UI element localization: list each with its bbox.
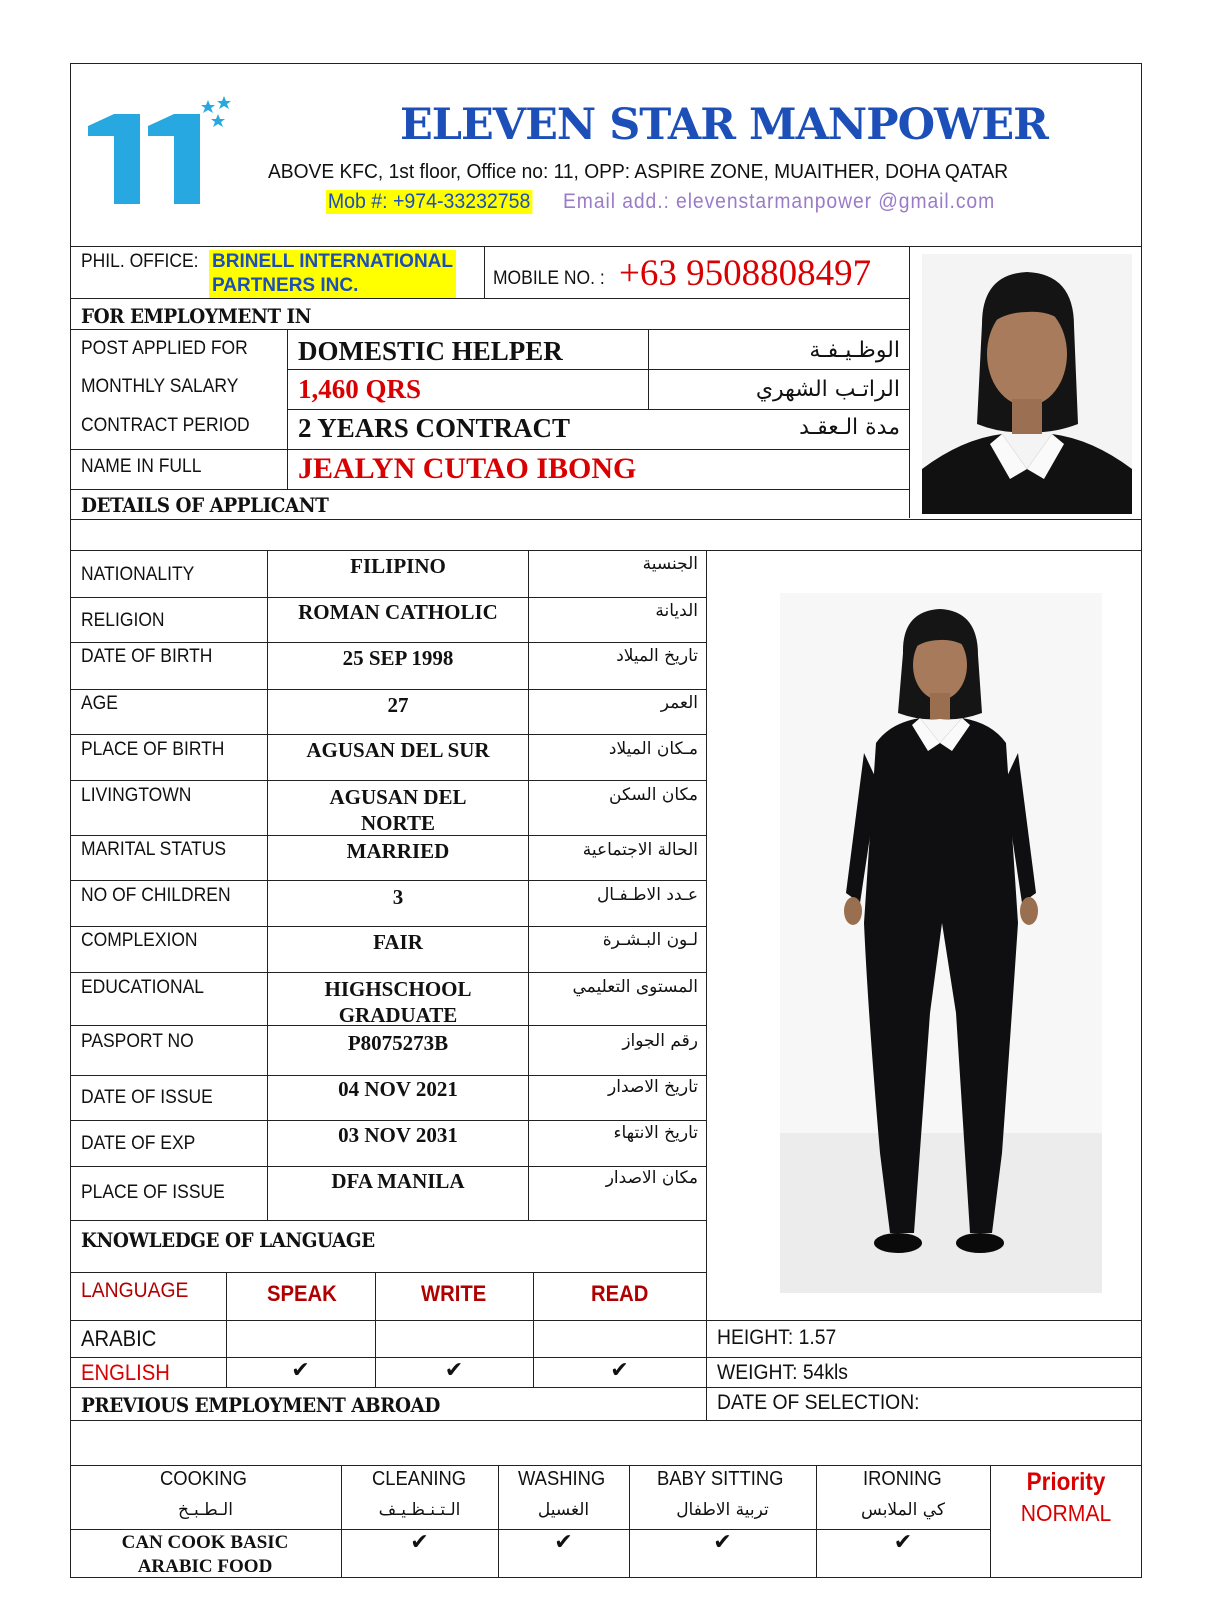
contract-period-arabic: مدة الـعقـد: [799, 415, 900, 440]
english-language-label: ENGLISH: [81, 1360, 170, 1385]
full-body-icon: [780, 593, 1102, 1293]
no-of-children-label: NO OF CHILDREN: [81, 885, 231, 906]
place-of-issue-arabic: مكان الاصدار: [605, 1168, 698, 1188]
applicant-full-body-photo: [780, 593, 1102, 1293]
livingtown-arabic: مكان السكن: [609, 785, 698, 805]
place-of-issue-value: DFA MANILA: [331, 1169, 465, 1193]
read-header: READ: [591, 1281, 649, 1306]
nationality-value: FILIPINO: [350, 554, 446, 578]
educational-value: HIGHSCHOOL GRADUATE: [324, 977, 472, 1027]
educational-label: EDUCATIONAL: [81, 977, 205, 998]
date-of-issue-value: 04 NOV 2021: [338, 1077, 458, 1101]
place-of-birth-label: PLACE OF BIRTH: [81, 739, 225, 760]
speak-header: SPEAK: [267, 1281, 337, 1306]
date-of-exp-arabic: تاريخ الانتهاء: [613, 1123, 698, 1143]
english-speak-check: ✔: [291, 1358, 310, 1383]
passport-no-arabic: رقم الجواز: [622, 1031, 698, 1051]
company-email[interactable]: Email add.: elevenstarmanpower @gmail.com: [563, 190, 996, 213]
date-of-birth-arabic: تاريخ الميلاد: [616, 646, 698, 666]
place-of-issue-label: PLACE OF ISSUE: [81, 1182, 225, 1203]
contract-period-label: CONTRACT PERIOD: [81, 415, 250, 436]
baby-sitting-header: BABY SITTING: [657, 1468, 784, 1490]
ironing-header: IRONING: [863, 1468, 942, 1490]
date-of-exp-label: DATE OF EXP: [81, 1133, 196, 1154]
post-applied-arabic: الوظـيـفـة: [809, 338, 900, 363]
monthly-salary-value: 1,460 QRS: [298, 374, 422, 404]
nationality-label: NATIONALITY: [81, 564, 195, 585]
ironing-check: ✔: [893, 1530, 913, 1555]
arabic-language-label: ARABIC: [81, 1326, 157, 1351]
phil-office-label: PHIL. OFFICE:: [81, 251, 199, 272]
place-of-birth-value: AGUSAN DEL SUR: [306, 738, 490, 762]
religion-label: RELIGION: [81, 610, 165, 631]
educational-arabic: المستوى التعليمي: [572, 977, 698, 997]
name-in-full-label: NAME IN FULL: [81, 456, 202, 477]
monthly-salary-arabic: الراتـب الشهري: [755, 377, 900, 402]
religion-value: ROMAN CATHOLIC: [298, 600, 498, 624]
previous-employment-title: PREVIOUS EMPLOYMENT ABROAD: [81, 1393, 440, 1417]
company-logo: [84, 92, 234, 207]
cleaning-check: ✔: [410, 1530, 429, 1555]
washing-check: ✔: [554, 1530, 573, 1555]
cooking-value: CAN COOK BASIC ARABIC FOOD: [121, 1532, 289, 1577]
date-of-issue-label: DATE OF ISSUE: [81, 1087, 213, 1108]
priority-label: Priority: [1026, 1468, 1106, 1496]
date-of-selection-label: DATE OF SELECTION:: [717, 1391, 920, 1414]
post-applied-label: POST APPLIED FOR: [81, 338, 248, 359]
company-mobile[interactable]: Mob #: +974-33232758: [327, 190, 531, 213]
employment-section-title: FOR EMPLOYMENT IN: [81, 304, 312, 328]
livingtown-label: LIVINGTOWN: [81, 785, 192, 806]
passport-no-label: PASPORT NO: [81, 1031, 194, 1052]
mobile-label: MOBILE NO. :: [493, 268, 605, 289]
cooking-header: COOKING: [160, 1468, 247, 1490]
cleaning-arabic: الـتـنـظـيـف: [378, 1500, 461, 1520]
write-header: WRITE: [421, 1281, 487, 1306]
cooking-arabic: الـطـبـخ: [178, 1500, 233, 1520]
headshot-icon: [922, 254, 1132, 514]
language-section-title: KNOWLEDGE OF LANGUAGE: [81, 1228, 375, 1252]
company-address: ABOVE KFC, 1st floor, Office no: 11, OPP: ASPIRE ZONE, MUAITHER, DOHA QATAR: [268, 161, 1009, 183]
weight-value: WEIGHT: 54kls: [717, 1361, 848, 1384]
company-name: ELEVEN STAR MANPOWER: [400, 100, 1048, 150]
ironing-arabic: كي الملابس: [861, 1500, 945, 1520]
baby-sitting-arabic: تربية الاطفال: [676, 1500, 769, 1520]
date-of-birth-value: 25 SEP 1998: [342, 646, 454, 670]
complexion-label: COMPLEXION: [81, 930, 198, 951]
complexion-arabic: لـون البـشـرة: [602, 930, 698, 950]
monthly-salary-label: MONTHLY SALARY: [81, 376, 239, 397]
language-header: LANGUAGE: [81, 1279, 189, 1302]
marital-status-label: MARITAL STATUS: [81, 839, 227, 860]
livingtown-value: AGUSAN DEL NORTE: [329, 785, 467, 835]
logo-eleven-icon: [84, 92, 234, 207]
applicant-headshot-photo: [922, 254, 1132, 514]
no-of-children-arabic: عـدد الاطـفـال: [596, 885, 698, 905]
nationality-arabic: الجنسية: [642, 554, 698, 574]
cleaning-header: CLEANING: [372, 1468, 467, 1490]
religion-arabic: الديانة: [655, 601, 698, 621]
date-of-birth-label: DATE OF BIRTH: [81, 646, 213, 667]
full-name-value: JEALYN CUTAO IBONG: [298, 452, 637, 485]
date-of-exp-value: 03 NOV 2031: [338, 1123, 458, 1147]
mobile-number[interactable]: +63 9508808497: [619, 253, 872, 294]
place-of-birth-arabic: مـكان الميلاد: [608, 739, 698, 759]
english-write-check: ✔: [444, 1358, 464, 1383]
age-label: AGE: [81, 693, 118, 714]
contract-period-value: 2 YEARS CONTRACT: [298, 413, 571, 443]
english-read-check: ✔: [610, 1358, 629, 1383]
priority-value: NORMAL: [1020, 1500, 1112, 1526]
passport-no-value: P8075273B: [347, 1031, 449, 1055]
age-arabic: العمر: [660, 693, 698, 713]
marital-status-arabic: الحالة الاجتماعية: [582, 840, 698, 860]
baby-sitting-check: ✔: [713, 1530, 732, 1555]
washing-header: WASHING: [518, 1468, 606, 1490]
no-of-children-value: 3: [392, 885, 404, 909]
age-value: 27: [387, 693, 409, 717]
phil-office-name: BRINELL INTERNATIONAL PARTNERS INC.: [209, 250, 456, 298]
marital-status-value: MARRIED: [346, 839, 450, 863]
date-of-issue-arabic: تاريخ الاصدار: [608, 1077, 698, 1097]
complexion-value: FAIR: [373, 930, 423, 954]
post-applied-value: DOMESTIC HELPER: [298, 336, 563, 366]
washing-arabic: الغسيل: [537, 1500, 590, 1520]
details-section-title: DETAILS OF APPLICANT: [81, 493, 329, 517]
height-value: HEIGHT: 1.57: [717, 1326, 837, 1349]
